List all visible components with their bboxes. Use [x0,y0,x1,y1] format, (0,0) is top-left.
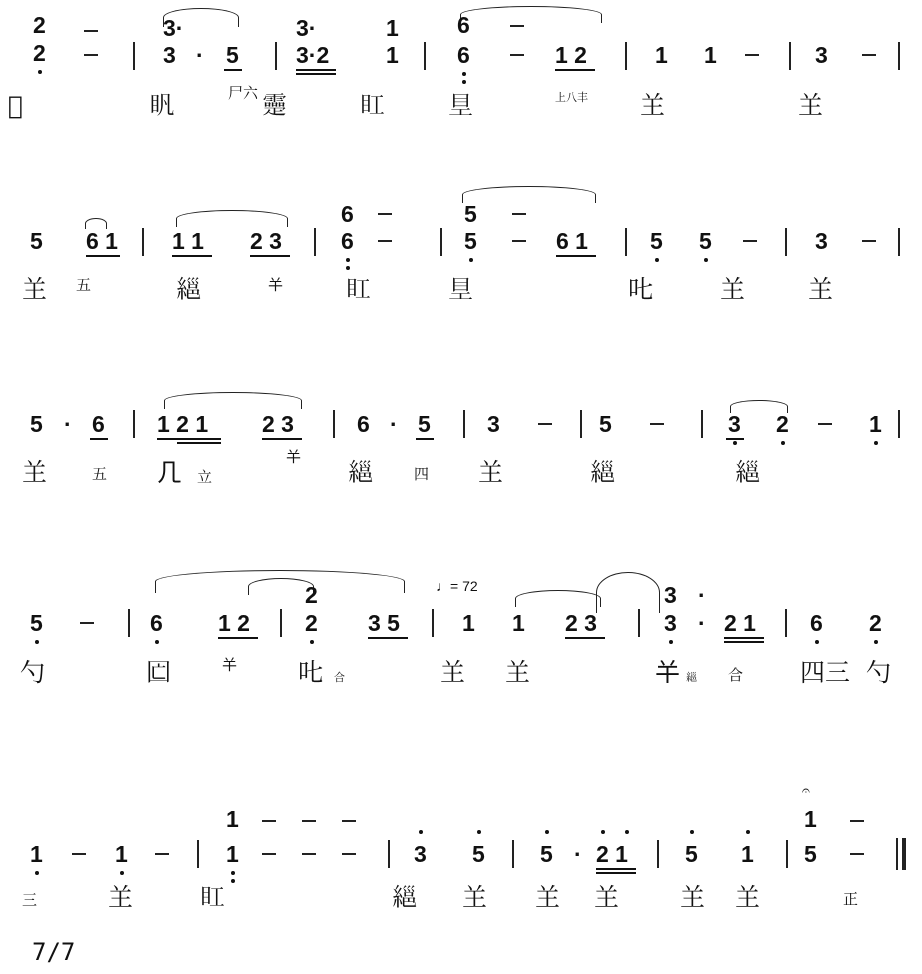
note: 2 1 [724,610,756,636]
tablature-glyph: 𥃽 [200,883,226,912]
tempo-marking: ♩= 72 [436,578,478,594]
note-upper: 3· [296,15,317,41]
tablature-glyph: 𦍌 [735,883,761,912]
barline [440,228,442,256]
fermata-icon: 𝄐 [802,783,810,799]
note-upper: 5 [464,201,477,227]
tablature-glyph: 𦍌 [680,883,706,912]
barline [314,228,316,256]
barline [898,42,900,70]
barline [625,42,627,70]
note: 1 [741,841,754,867]
note: 6 [457,42,470,68]
note: 5 [418,411,431,437]
note: · [390,411,398,437]
note: 3 [163,42,176,68]
note: 2 3 [250,228,282,254]
note-upper: · [698,582,706,608]
note: 1 [115,841,128,867]
tablature-glyph: 𦃽 [735,458,761,487]
note: 3·2 [296,42,330,68]
note: 5 [464,228,477,254]
tablature-glyph: 正 [843,890,859,908]
barline [275,42,277,70]
tablature-glyph: 𠮟 [628,275,654,304]
barline [701,410,703,438]
tablature-glyph: 𦍌 [808,275,834,304]
barline [898,410,900,438]
tablature-glyph: 四三 [800,658,851,687]
note: 6 [92,411,105,437]
note-upper: 3· [163,15,184,41]
note: 2 [869,610,882,636]
note: 2 1 [596,841,628,867]
tablature-glyph: 合 [728,666,744,684]
note: 5 [599,411,612,437]
note: 2 [305,610,318,636]
tablature-glyph: 𦍌 [535,883,561,912]
tablature-glyph: 𦍌 [108,883,134,912]
tablature-glyph: 𦍌 [478,458,504,487]
note-upper: 2 [33,12,46,38]
note: 5 [804,841,817,867]
barline [388,840,390,868]
note: 5 [30,411,43,437]
tablature-glyph: 𠮟 [298,658,324,687]
note: 2 3 [565,610,597,636]
barline [898,228,900,256]
tablature-glyph: 𦃽 [686,671,697,684]
note-upper: 2 [305,582,318,608]
barline [580,410,582,438]
note-upper: 6 [457,12,470,38]
note-upper: 1 [226,806,239,832]
barline [785,228,787,256]
note: · [196,42,204,68]
note: 5 [30,610,43,636]
tablature-glyph: 𥃽 [360,91,386,120]
page-number: 7/7 [32,938,76,966]
tablature-glyph: 四 [414,465,430,483]
barline [142,228,144,256]
barline [333,410,335,438]
barline [197,840,199,868]
final-barline [902,838,906,870]
barline [638,609,640,637]
note: 1 2 [218,610,250,636]
tablature-glyph: 合 [334,671,345,684]
note: 1 [30,841,43,867]
barline [424,42,426,70]
tablature-glyph: 𤴤 [262,91,288,120]
tablature-glyph: 尸六 [228,84,259,102]
note: · [574,841,582,867]
tablature-glyph: 勺 [20,658,46,687]
tablature-glyph: 𦃽 [176,275,202,304]
note: 6 [150,610,163,636]
note: 6 [341,228,354,254]
tablature-glyph: 五 [92,465,108,483]
note: 6 [810,610,823,636]
note-upper: 1 [386,15,399,41]
tablature-glyph: 𥃽 [346,275,372,304]
note: 1 [462,610,475,636]
tablature-glyph: 𦍌 [22,458,48,487]
barline [280,609,282,637]
tablature-glyph: 𦍌 [462,883,488,912]
barline [786,840,788,868]
tablature-glyph: 𠘧 [157,458,183,487]
note: · [698,610,706,636]
note: 2 [776,411,789,437]
tablature-glyph: 𢆉 [222,656,238,674]
tablature-glyph: 𤆗 [8,91,24,120]
tablature-glyph: 𢆉 [655,658,681,687]
note: 1 [655,42,668,68]
note: 5 [685,841,698,867]
note: 1 [226,841,239,867]
barline [625,228,627,256]
tablature-glyph: 𦍌 [505,658,531,687]
note: 1 [869,411,882,437]
note: 5 [226,42,239,68]
tablature-glyph: 𦍌 [594,883,620,912]
note: · [64,411,72,437]
tablature-glyph: 立 [197,468,213,486]
tablature-glyph: 𥃵 [150,91,176,120]
note: 5 [699,228,712,254]
tablature-glyph: 𡆲 [146,658,172,687]
tablature-glyph: 𦃽 [590,458,616,487]
barline [657,840,659,868]
tablature-glyph: 𦍌 [640,91,666,120]
note: 5 [472,841,485,867]
barline [128,609,130,637]
barline [785,609,787,637]
tablature-glyph: 上八丰 [555,91,588,104]
tablature-glyph: 𥃿 [448,275,474,304]
tablature-glyph: 𦃽 [348,458,374,487]
barline [512,840,514,868]
note: 1 2 [555,42,587,68]
note: 1 [386,42,399,68]
tablature-glyph: 𦍌 [798,91,824,120]
note: 3 [728,411,741,437]
tablature-glyph: 𦃽 [392,883,418,912]
tablature-glyph: 𢆉 [268,276,284,294]
note: 3 [815,42,828,68]
note: 6 [357,411,370,437]
barline [463,410,465,438]
tablature-glyph: 𦍌 [440,658,466,687]
note: 3 5 [368,610,400,636]
barline [133,42,135,70]
note-upper: 1 [804,806,817,832]
note: 3 [815,228,828,254]
tablature-glyph: 𥃿 [448,91,474,120]
note: 3 [414,841,427,867]
tablature-glyph: 𢆉 [286,448,302,466]
tablature-glyph: 𦍌 [720,275,746,304]
barline [133,410,135,438]
barline [432,609,434,637]
note: 6 1 [86,228,118,254]
tablature-glyph: 勺 [866,658,892,687]
note-upper: 3 [664,582,677,608]
barline [896,838,898,870]
note: 5 [540,841,553,867]
barline [789,42,791,70]
note: 1 1 [172,228,204,254]
note: 5 [650,228,663,254]
note: 3 [664,610,677,636]
note: 3 [487,411,500,437]
note: 1 2 1 [157,411,209,437]
note: 1 [704,42,717,68]
note: 5 [30,228,43,254]
note: 1 [512,610,525,636]
tablature-glyph: 五 [76,276,92,294]
note-upper: 6 [341,201,354,227]
tablature-glyph: 𦍌 [22,275,48,304]
tablature-glyph: 三 [22,891,38,909]
note: 6 1 [556,228,588,254]
note: 2 3 [262,411,294,437]
note: 2 [33,40,46,66]
